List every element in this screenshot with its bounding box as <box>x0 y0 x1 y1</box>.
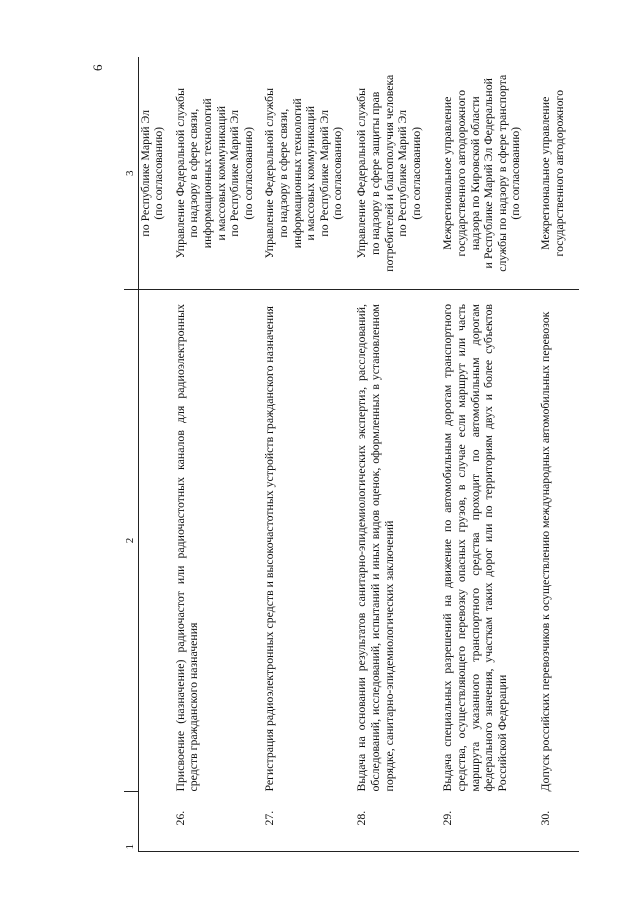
responsible-authority: Управление Федеральной службы по надзору в сфере связи, информационных технологий и массовых коммуникаций по Республике Марий Эл (по согласованию) <box>262 87 345 259</box>
responsible-authority: Межрегиональное управление государственного автодорожного <box>538 90 566 257</box>
page-number: 6 <box>90 64 105 71</box>
table-row-continuation <box>138 58 166 852</box>
responsible-authority: Управление Федеральной службы по надзору в сфере защиты прав потребителей и благополучия человека по Республике Марий Эл (по согласованию) <box>354 74 423 272</box>
table-row <box>255 58 347 852</box>
service-description: Выдача специальных разрешений на движение по автомобильным дорогам транспортного средства, осуществляющего перевозку опасных грузов, в случае если маршрут или часть маршрута указанного транспортного средства проходит по автомобильным дорогам федерального значения, участкам таких дорог или по территориям двух и более субъектов Российской Федерации <box>435 290 533 792</box>
header-col-3: 3 <box>124 58 138 290</box>
rotated-table-container <box>124 58 566 852</box>
continuation-authority: по Республике Марий Эл (по согласованию) <box>137 109 166 237</box>
row-number: 28. <box>354 810 369 826</box>
services-table <box>124 58 579 853</box>
header-col-1: 1 <box>124 792 138 852</box>
table-row <box>166 58 256 852</box>
responsible-authority: Управление Федеральной службы по надзору в сфере связи, информационных технологий и массовых коммуникаций по Республике Марий Эл (по согласованию) <box>172 87 255 259</box>
responsible-authority: Межрегиональное управление государственного автодорожного надзора по Кировской области и Республике Марий Эл Федеральной службы по надзору в сфере транспорта (по согласованию) <box>440 74 523 272</box>
table-row <box>435 58 533 852</box>
table-row <box>533 58 579 852</box>
table-row <box>347 58 435 852</box>
service-description: Допуск российских перевозчиков к осуществлению международных автомобильных перевозок <box>533 290 579 792</box>
row-number: 29. <box>440 810 455 826</box>
header-col-2: 2 <box>124 290 138 792</box>
table-header-row <box>124 58 138 852</box>
service-description: Регистрация радиоэлектронных средств и высокочастотных устройств гражданского назначения <box>255 290 347 792</box>
row-number: 26. <box>172 810 187 826</box>
row-number: 30. <box>538 810 553 826</box>
service-description: Присвоение (назначение) радиочастот или радиочастотных каналов для радиоэлектронных средств гражданского назначения <box>166 290 256 792</box>
row-number: 27. <box>262 810 277 826</box>
service-description: Выдача на основании результатов санитарно-эпидемиологических экспертиз, расследований, обследований, исследований, испытаний и иных видов оценок, оформленных в установленном порядке, санитарно-эпидемиологических заключений <box>347 290 435 792</box>
